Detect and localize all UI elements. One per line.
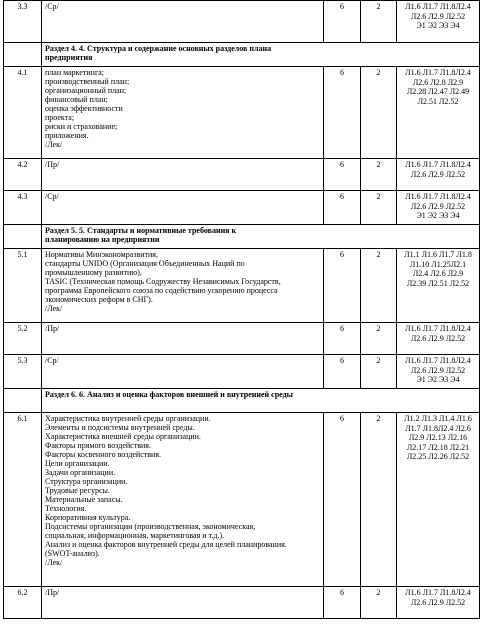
literature-line: Л1.6 Л1.7 Л1.8Л2.4 xyxy=(405,588,471,597)
section-title-line: Раздел 5. 5. Стандарты и нормативные требования к xyxy=(45,226,237,235)
description-line: (SWOT-анализ). xyxy=(45,549,100,558)
description-line: Нормативы Минэкономразвития, xyxy=(45,250,158,259)
literature-line: Л1.6 Л1.7 Л1.8Л2.4 xyxy=(405,192,471,201)
hours-value: 2 xyxy=(361,1,397,43)
topic-number: 4.1 xyxy=(4,67,42,159)
description-line: план маркетинга; xyxy=(45,68,105,77)
literature-line: Л2.9 Л2.13 Л2.16 xyxy=(408,433,468,442)
semester-value: 6 xyxy=(324,191,361,225)
topic-number: 4.3 xyxy=(4,191,42,225)
semester-value: 6 xyxy=(324,67,361,159)
section-title xyxy=(42,225,480,249)
description-line: стандарты UNIDO (Организация Объединенных Наций по xyxy=(45,259,245,268)
literature-refs xyxy=(397,249,480,323)
hours-value: 2 xyxy=(361,323,397,355)
section-num-cell xyxy=(4,43,42,67)
table-row xyxy=(4,249,480,323)
literature-line: Л1.6 Л1.7 Л1.8Л2.4 xyxy=(405,324,471,333)
semester-value: 6 xyxy=(324,355,361,389)
hours-value: 2 xyxy=(361,191,397,225)
semester-value: 6 xyxy=(324,323,361,355)
description-line: TASIC (Техническая помощь Содружеству Независимых Государств, xyxy=(45,277,281,286)
description-line: приложения. xyxy=(45,131,89,140)
hours-value: 2 xyxy=(361,587,397,619)
literature-refs xyxy=(397,323,480,355)
section-title xyxy=(42,43,480,67)
literature-refs xyxy=(397,159,480,191)
literature-line: Л2.17 Л2.18 Л2.21 xyxy=(406,442,470,452)
description-line: Подсистемы организации (производственная, экономическая, xyxy=(45,522,256,531)
topic-number: 6.1 xyxy=(4,413,42,587)
topic-description xyxy=(42,323,324,355)
literature-refs xyxy=(397,67,480,159)
description-line: /Пр/ xyxy=(45,160,60,169)
section-title-line: предприятия xyxy=(45,53,93,62)
literature-line: Л2.6 Л2.9 Л2.52 xyxy=(410,11,466,21)
description-line: /Лек/ xyxy=(45,558,63,567)
literature-line: Л2.39 Л2.51 Л2.52 xyxy=(406,278,470,288)
topic-description xyxy=(42,355,324,389)
section-row xyxy=(4,389,480,413)
literature-line: Л1.6 Л1.7 Л1.8Л2.4 xyxy=(405,160,471,169)
topic-number: 4.2 xyxy=(4,159,42,191)
table-row xyxy=(4,159,480,191)
literature-line: Л2.25 Л2.26 Л2.52 xyxy=(406,452,470,461)
description-line: /Пр/ xyxy=(45,324,60,333)
description-line: Корпоративная культура. xyxy=(45,513,131,522)
literature-line: Л2.6 Л2.9 Л2.52 xyxy=(410,365,466,375)
semester-value: 6 xyxy=(324,1,361,43)
description-line: /Ср/ xyxy=(45,192,59,201)
description-line: экономических реформ в СНГ). xyxy=(45,295,153,304)
topic-description xyxy=(42,159,324,191)
literature-line: Л2.6 Л2.9 Л2.52 xyxy=(410,169,466,179)
description-line: Трудовые ресурсы. xyxy=(45,486,110,495)
description-line: Технология. xyxy=(45,504,87,513)
topic-description xyxy=(42,191,324,225)
topic-description xyxy=(42,67,324,159)
literature-refs xyxy=(397,587,480,619)
description-line: Задачи организации. xyxy=(45,468,116,477)
description-line: /Ср/ xyxy=(45,2,59,11)
description-line: риски и страхование; xyxy=(45,122,118,131)
hours-value: 2 xyxy=(361,159,397,191)
description-line: Характеристика внешней среды организации. xyxy=(45,432,201,441)
literature-line: Э1 Э2 Э3 Э4 xyxy=(416,211,460,220)
table-row xyxy=(4,355,480,389)
table-row xyxy=(4,323,480,355)
description-line: /Ср/ xyxy=(45,356,59,365)
topic-description xyxy=(42,587,324,619)
section-title-line: планированию на предприятии xyxy=(45,235,160,244)
table-row xyxy=(4,67,480,159)
literature-line: Л1.2 Л1.3 Л1.4 Л1.6 xyxy=(404,414,472,423)
hours-value: 2 xyxy=(361,355,397,389)
description-line: Анализ и оценка факторов внутренней среды для целей планирования. xyxy=(45,540,287,549)
description-line: Факторы косвенного воздействия. xyxy=(45,450,161,459)
description-line: программа Европейского союза по содействию ускорению процесса xyxy=(45,286,278,295)
topic-description xyxy=(42,249,324,323)
literature-refs xyxy=(397,1,480,43)
topic-number: 5.1 xyxy=(4,249,42,323)
description-line: /Лек/ xyxy=(45,304,63,313)
description-line: Факторы прямого воздействия. xyxy=(45,441,151,450)
literature-line: Л2.6 Л2.9 Л2.52 xyxy=(410,333,466,343)
topic-description xyxy=(42,413,324,587)
hours-value: 2 xyxy=(361,67,397,159)
hours-value: 2 xyxy=(361,249,397,323)
description-line: оценка эффективности xyxy=(45,104,123,113)
description-line: проекта; xyxy=(45,113,75,122)
literature-line: Л2.6 Л2.9 Л2.52 xyxy=(410,201,466,211)
literature-line: Л1.6 Л1.7 Л1.8Л2.4 xyxy=(405,356,471,365)
description-line: Материальные запасы. xyxy=(45,495,123,504)
literature-line: Л1.7 Л1.8Л2.4 Л2.6 xyxy=(405,423,471,433)
description-line: организационный план; xyxy=(45,86,127,95)
literature-line: Л1.6 Л1.7 Л1.8Л2.4 xyxy=(405,2,471,11)
section-row xyxy=(4,225,480,249)
description-line: Цели организации. xyxy=(45,459,110,468)
description-line: Элементы и подсистемы внутренней среды. xyxy=(45,423,195,432)
description-line: /Лек/ xyxy=(45,140,63,149)
hours-value: 2 xyxy=(361,413,397,587)
semester-value: 6 xyxy=(324,413,361,587)
literature-refs xyxy=(397,413,480,587)
literature-line: Л2.6 Л2.8 Л2.9 xyxy=(412,77,464,87)
section-title xyxy=(42,389,480,413)
literature-line: Л2.6 Л2.9 Л2.52 xyxy=(410,597,466,607)
topic-number: 3.3 xyxy=(4,1,42,43)
table-row xyxy=(4,587,480,619)
literature-line: Л1.1 Л1.6 Л1.7 Л1.8 xyxy=(404,250,472,259)
section-title-line: Раздел 4. 4. Структура и содержание основных разделов плана xyxy=(45,44,272,53)
description-line: Структура организации. xyxy=(45,477,128,486)
description-line: финансовый план; xyxy=(45,95,108,104)
description-line: производственный план; xyxy=(45,77,130,86)
description-line: /Пр/ xyxy=(45,588,60,597)
section-num-cell xyxy=(4,389,42,413)
literature-line: Л1.6 Л1.7 Л1.8Л2.4 xyxy=(405,68,471,77)
literature-line: Л2.28 Л2.47 Л2.49 xyxy=(406,87,470,96)
literature-line: Э1 Э2 Э3 Э4 xyxy=(416,21,460,30)
section-title-line: Раздел 6. 6. Анализ и оценка факторов внешней и внутренней среды xyxy=(45,390,293,399)
description-line: социальная, информационная, маркетинговая и т.д.). xyxy=(45,531,225,540)
literature-line: Л2.4 Л2.6 Л2.9 xyxy=(412,269,464,278)
section-row xyxy=(4,43,480,67)
description-line: промышленному развитию), xyxy=(45,268,142,277)
literature-refs xyxy=(397,191,480,225)
literature-line: Л1.10 Л1.25Л2.1 xyxy=(409,259,467,269)
topic-number: 5.2 xyxy=(4,323,42,355)
table-row xyxy=(4,413,480,587)
topic-number: 6.2 xyxy=(4,587,42,619)
literature-refs xyxy=(397,355,480,389)
section-num-cell xyxy=(4,225,42,249)
table-row xyxy=(4,1,480,43)
description-line: Характеристика внутренней среды организации. xyxy=(45,414,211,423)
topic-number: 5.3 xyxy=(4,355,42,389)
literature-line: Л2.51 Л2.52 xyxy=(417,96,459,106)
semester-value: 6 xyxy=(324,249,361,323)
topic-description xyxy=(42,1,324,43)
literature-line: Э1 Э2 Э3 Э4 xyxy=(416,375,460,384)
semester-value: 6 xyxy=(324,587,361,619)
table-row xyxy=(4,191,480,225)
semester-value: 6 xyxy=(324,159,361,191)
curriculum-table xyxy=(3,0,480,619)
